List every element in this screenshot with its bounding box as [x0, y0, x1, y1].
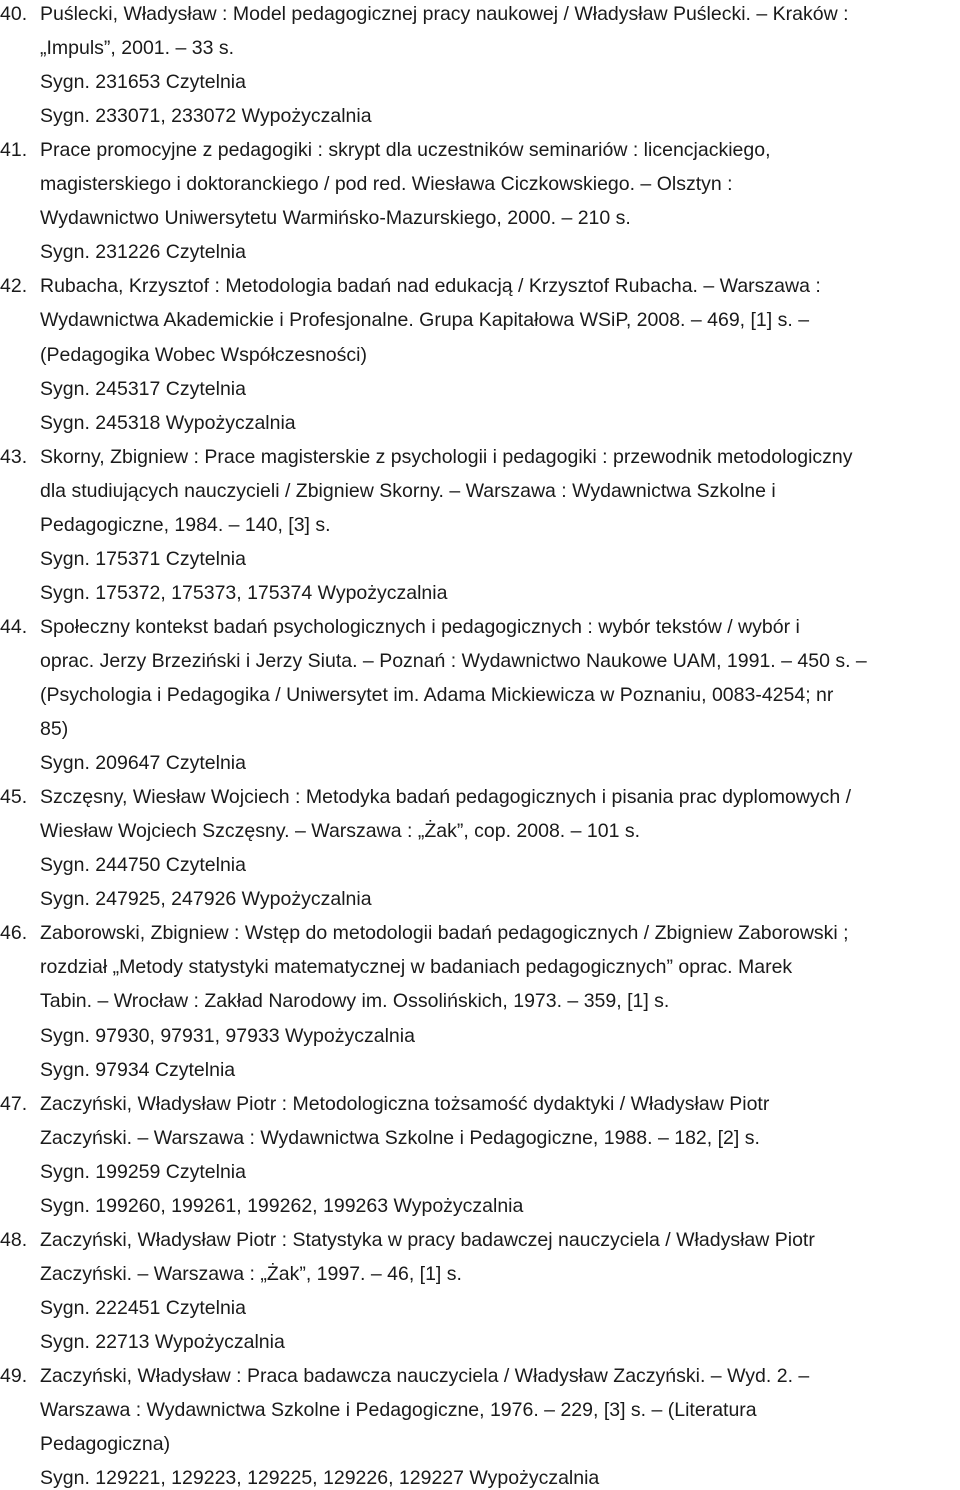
entry-detail-line: Sygn. 199260, 199261, 199262, 199263 Wypożyczalnia	[40, 1194, 524, 1217]
entry-title-line: Zaczyński, Władysław Piotr : Statystyka w pracy badawczej nauczyciela / Władysław Piotr	[40, 1228, 815, 1251]
entry-title-line: Zaczyński, Władysław : Praca badawcza nauczyciela / Władysław Zaczyński. – Wyd. 2. –	[40, 1365, 810, 1387]
entry-title-line: Puślecki, Władysław : Model pedagogicznej pracy naukowej / Władysław Puślecki. – Kraków :	[40, 3, 849, 25]
entry-detail-line: Sygn. 247925, 247926 Wypożyczalnia	[40, 888, 372, 911]
entry-detail-line: (Pedagogika Wobec Współczesności)	[40, 343, 367, 366]
entry-detail-line: magisterskiego i doktoranckiego / pod red. Wiesława Ciczkowskiego. – Olsztyn :	[40, 173, 733, 196]
entry-title-line: Zaczyński, Władysław Piotr : Metodologiczna tożsamość dydaktyki / Władysław Piotr	[40, 1092, 770, 1115]
entry-title-line: Zaborowski, Zbigniew : Wstęp do metodologii badań pedagogicznych / Zbigniew Zaborowski ;	[40, 922, 849, 945]
entry-detail-line: Sygn. 97934 Czytelnia	[40, 1058, 236, 1081]
entry-title-line: Społeczny kontekst badań psychologicznych i pedagogicznych : wybór tekstów / wybór i	[40, 615, 800, 638]
entry-detail-line: Sygn. 245318 Wypożyczalnia	[40, 411, 296, 434]
entry-title-line: Skorny, Zbigniew : Prace magisterskie z psychologii i pedagogiki : przewodnik metodologiczny	[40, 445, 853, 468]
entry-detail-line: Sygn. 175372, 175373, 175374 Wypożyczalnia	[40, 581, 448, 604]
entry-detail-line: 85)	[40, 718, 69, 741]
entry-detail-line: Sygn. 231226 Czytelnia	[40, 241, 246, 264]
entry-number: 43.	[0, 445, 28, 468]
entry-detail-line: Sygn. 97930, 97931, 97933 Wypożyczalnia	[40, 1024, 415, 1047]
entry-number: 45.	[0, 786, 28, 809]
entry-detail-line: Sygn. 175371 Czytelnia	[40, 547, 246, 570]
entry-number: 41.	[0, 139, 28, 162]
entry-number: 47.	[0, 1092, 28, 1115]
entry-detail-line: Sygn. 222451 Czytelnia	[40, 1296, 246, 1319]
entry-detail-line: Sygn. 244750 Czytelnia	[40, 854, 246, 877]
entry-detail-line: dla studiujących nauczycieli / Zbigniew Skorny. – Warszawa : Wydawnictwa Szkolne i	[40, 479, 776, 502]
entry-number: 48.	[0, 1228, 28, 1251]
entry-detail-line: Sygn. 209647 Czytelnia	[40, 752, 246, 775]
entry-detail-line: Warszawa : Wydawnictwa Szkolne i Pedagogiczne, 1976. – 229, [3] s. – (Literatura	[40, 1399, 757, 1422]
entry-detail-line: Sygn. 22713 Wypożyczalnia	[40, 1330, 285, 1353]
entry-detail-line: Zaczyński. – Warszawa : „Żak”, 1997. – 46, [1] s.	[40, 1262, 462, 1285]
entry-detail-line: Wydawnictwa Akademickie i Profesjonalne. Grupa Kapitałowa WSiP, 2008. – 469, [1] s. –	[40, 309, 810, 332]
entry-title-line: Rubacha, Krzysztof : Metodologia badań nad edukacją / Krzysztof Rubacha. – Warszawa :	[40, 275, 821, 298]
entry-number: 42.	[0, 275, 28, 298]
entry-title-line: Prace promocyjne z pedagogiki : skrypt dla uczestników seminariów : licencjackiego,	[40, 139, 771, 162]
entry-detail-line: Sygn. 233071, 233072 Wypożyczalnia	[40, 105, 372, 128]
entry-number: 40.	[0, 3, 28, 25]
entry-number: 44.	[0, 615, 28, 638]
entry-detail-line: Tabin. – Wrocław : Zakład Narodowy im. Ossolińskich, 1973. – 359, [1] s.	[40, 990, 670, 1013]
entry-detail-line: Wiesław Wojciech Szczęsny. – Warszawa : „Żak”, cop. 2008. – 101 s.	[40, 820, 641, 843]
entry-detail-line: Sygn. 245317 Czytelnia	[40, 377, 246, 400]
entry-detail-line: „Impuls”, 2001. – 33 s.	[40, 37, 235, 60]
entry-detail-line: (Psychologia i Pedagogika / Uniwersytet im. Adama Mickiewicza w Poznaniu, 0083-4254; nr	[40, 684, 834, 706]
entry-detail-line: Zaczyński. – Warszawa : Wydawnictwa Szkolne i Pedagogiczne, 1988. – 182, [2] s.	[40, 1126, 760, 1149]
entry-number: 49.	[0, 1365, 28, 1387]
entry-detail-line: rozdział „Metody statystyki matematycznej w badaniach pedagogicznych” oprac. Marek	[40, 956, 793, 979]
entry-detail-line: Sygn. 199259 Czytelnia	[40, 1160, 246, 1183]
entry-detail-line: Wydawnictwo Uniwersytetu Warmińsko-Mazurskiego, 2000. – 210 s.	[40, 207, 631, 230]
entry-detail-line: Pedagogiczne, 1984. – 140, [3] s.	[40, 513, 331, 536]
entry-detail-line: Pedagogiczna)	[40, 1433, 171, 1456]
entry-detail-line: Sygn. 129221, 129223, 129225, 129226, 129227 Wypożyczalnia	[40, 1467, 600, 1490]
entry-title-line: Szczęsny, Wiesław Wojciech : Metodyka badań pedagogicznych i pisania prac dyplomowych /	[40, 786, 852, 809]
entry-detail-line: oprac. Jerzy Brzeziński i Jerzy Siuta. – Poznań : Wydawnictwo Naukowe UAM, 1991. – 450 s. –	[40, 649, 867, 672]
entry-detail-line: Sygn. 231653 Czytelnia	[40, 71, 246, 94]
entry-number: 46.	[0, 922, 28, 945]
